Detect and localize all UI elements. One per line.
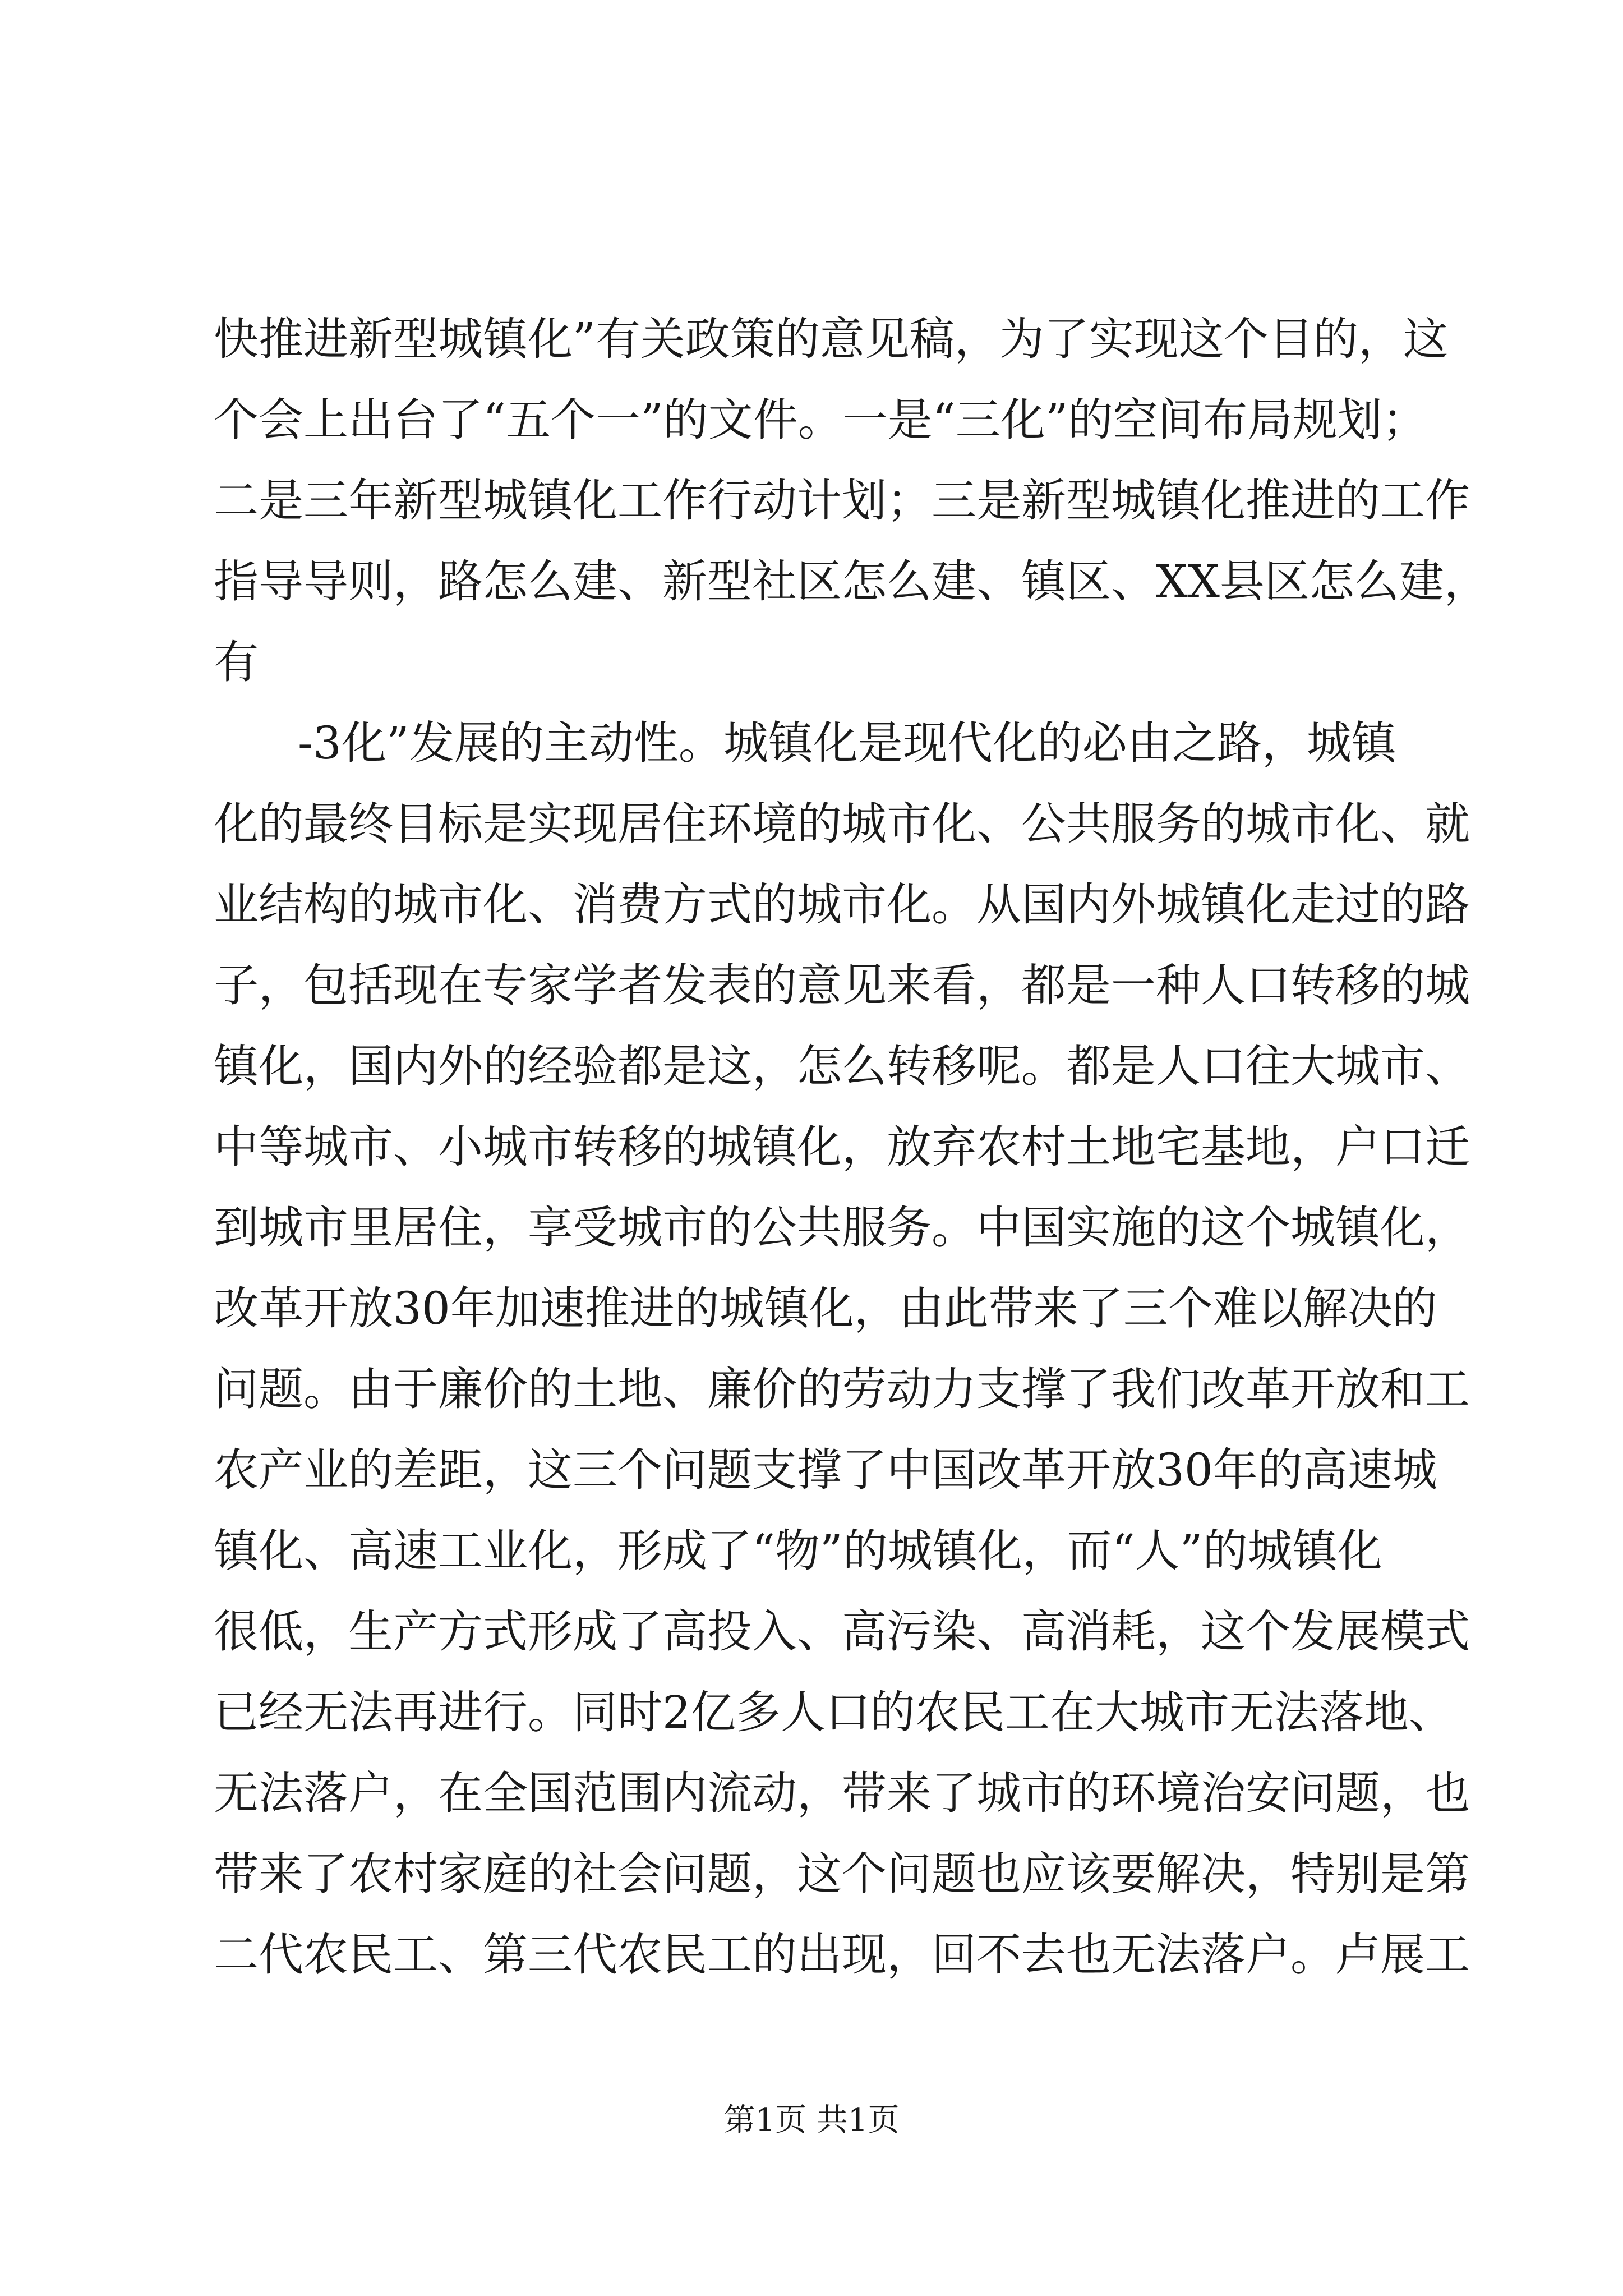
paragraph-start-line: -3化”发展的主动性。城镇化是现代化的必由之路，城镇	[298, 717, 1396, 769]
text-line: 化的最终目标是实现居住环境的城市化、公共服务的城市化、就	[214, 798, 1470, 850]
document-body	[214, 299, 1489, 1995]
text-line: 个会上出台了“五个一”的文件。一是“三化”的空间布局规划；	[214, 394, 1427, 446]
text-line: 快推进新型城镇化”有关政策的意见稿，为了实现这个目的，这	[214, 313, 1448, 365]
text-line: 无法落户，在全国范围内流动，带来了城市的环境治安问题，也	[214, 1767, 1470, 1819]
text-line: 指导导则，路怎么建、新型社区怎么建、镇区、XX县区怎么建，	[214, 555, 1489, 608]
text-line: 问题。由于廉价的土地、廉价的劳动力支撑了我们改革开放和工	[214, 1363, 1470, 1415]
text-line: 到城市里居住，享受城市的公共服务。中国实施的这个城镇化，	[214, 1202, 1470, 1254]
text-line: 业结构的城市化、消费方式的城市化。从国内外城镇化走过的路	[214, 878, 1470, 931]
text-line: 改革开放30年加速推进的城镇化，由此带来了三个难以解决的	[214, 1282, 1437, 1335]
text-line: 二是三年新型城镇化工作行动计划；三是新型城镇化推进的工作	[214, 475, 1470, 527]
text-line: 有	[214, 636, 259, 688]
text-line: 子，包括现在专家学者发表的意见来看，都是一种人口转移的城	[214, 959, 1470, 1011]
text-line: 带来了农村家庭的社会问题，这个问题也应该要解决，特别是第	[214, 1848, 1470, 1900]
page-footer: 第1页 共1页	[723, 2102, 900, 2138]
text-line: 二代农民工、第三代农民工的出现，回不去也无法落户。卢展工	[214, 1929, 1470, 1981]
text-line: 已经无法再进行。同时2亿多人口的农民工在大城市无法落地、	[214, 1686, 1454, 1738]
text-line: 中等城市、小城市转移的城镇化，放弃农村土地宅基地，户口迁	[214, 1121, 1470, 1173]
text-line: 农产业的差距，这三个问题支撑了中国改革开放30年的高速城	[214, 1444, 1437, 1496]
text-line: 镇化、高速工业化，形成了“物”的城镇化，而“人”的城镇化	[214, 1525, 1382, 1577]
text-line: 很低，生产方式形成了高投入、高污染、高消耗，这个发展模式	[214, 1605, 1470, 1658]
text-line: 镇化，国内外的经验都是这，怎么转移呢。都是人口往大城市、	[214, 1040, 1470, 1092]
